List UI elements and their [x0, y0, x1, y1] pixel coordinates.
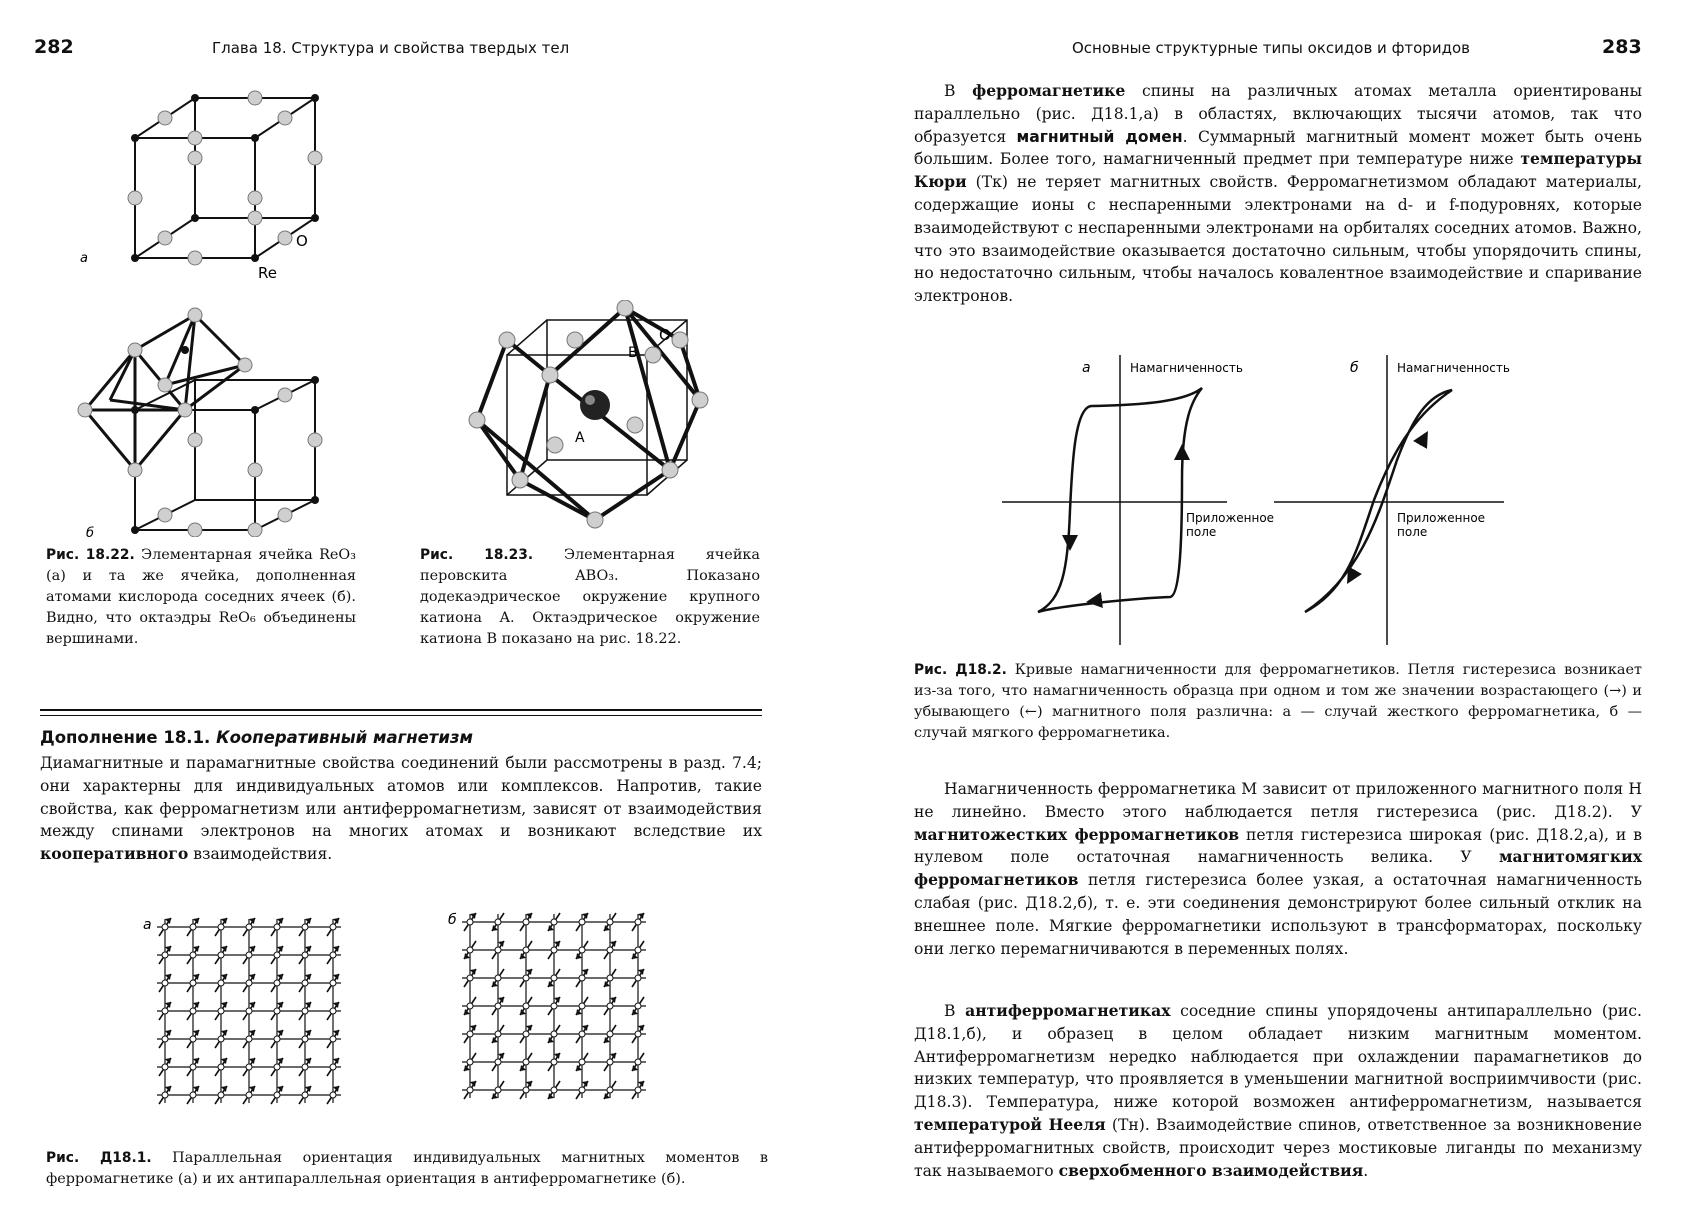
- hysteresis-figure: [1002, 350, 1562, 650]
- text-run: (Tн). Взаимодействие спинов, ответственное за возникновение антиферромагнитных свойств, происходит через мостиковые лиганды по механизму так называемого: [914, 1115, 1642, 1180]
- right-page: [842, 0, 1684, 1224]
- text-run: взаимодействия.: [188, 845, 333, 864]
- text-run: В: [944, 82, 973, 100]
- text-run: (Tк) не теряет магнитных свойств. Ферромагнетизмом обладают материалы, содержащие ионы с неспаренными электронами на d- и f-подуровнях, которые взаимодействуют с неспаренными электронами на орбиталях соседних атомов. Важно, что это взаимодействие оказывается достаточно сильным, чтобы упорядочить спины, но недостаточно сильным, чтобы началось ковалентное взаимодействие и спаривание электронов.: [914, 173, 1642, 306]
- reo3-octahedra-figure: [70, 305, 350, 537]
- paragraph-antiferromagnet: [914, 1000, 1642, 1182]
- text-run: . Суммарный магнитный момент может быть очень большим. Более того, намагниченный предмет при температуре ниже: [914, 127, 1642, 169]
- x-axis-label-1: Приложенное: [1397, 511, 1486, 525]
- label-b: б: [448, 912, 457, 928]
- fig-d18-1-caption: [46, 1148, 768, 1190]
- x-axis-label-2: поле: [1397, 525, 1428, 539]
- y-axis-label: Намагниченность: [1397, 361, 1510, 375]
- box-title-topic: Кооперативный магнетизм: [216, 728, 473, 747]
- cation-a: [580, 390, 610, 420]
- text-run: Диамагнитные и парамагнитные свойства соединений были рассмотрены в разд. 7.4; они характерны для индивидуальных атомов или комплексов. Напротив, такие свойства, как ферромагнетизм или антиферромагнетизм, зависят от взаимодействия между спинами электронов на многих атомах и возникают вследствие их: [40, 754, 762, 841]
- caption-text: Параллельная ориентация индивидуальных магнитных моментов в ферромагнетике (а) и их антипараллельная ориентация в антиферромагнетике (б).: [46, 1150, 768, 1187]
- label-a: а: [143, 917, 152, 933]
- text-run: Намагниченность ферромагнетика M зависит от приложенного магнитного поля H не линейно. Вместо этого наблюдается петля гистерезиса (рис. Д18.2). У: [914, 780, 1642, 821]
- bold-term: температурой Нееля: [914, 1114, 1106, 1134]
- reo3-cell-figure: [70, 80, 340, 280]
- label-a: а: [1082, 360, 1091, 376]
- label-a: A: [575, 430, 585, 446]
- caption-text: Элементарная ячейка перовскита ABO₃. Показано додекаэдрическое окружение крупного катиона A. Октаэдрическое окружение катиона B показано на рис. 18.22.: [420, 547, 760, 647]
- fig-18-23-caption: [420, 545, 760, 650]
- y-axis-label: Намагниченность: [1130, 361, 1243, 375]
- label-b: б: [1350, 360, 1359, 376]
- x-axis-label-1: Приложенное: [1186, 511, 1275, 525]
- running-head: Глава 18. Структура и свойства твердых тел: [212, 39, 570, 57]
- perovskite-figure: [455, 300, 725, 535]
- label-o: O: [659, 326, 671, 344]
- x-axis-label-2: поле: [1186, 525, 1217, 539]
- box-title-prefix: Дополнение 18.1.: [40, 728, 211, 747]
- text-run: петля гистерезиса более узкая, а остаточная намагниченность слабая (рис. Д18.2,б), т. е. эти соединения демонстрируют более сильный отклик на внешнее поле. Мягкие ферромагнетики используют в трансформаторах, поскольку они легко перемагничиваются в переменных полях.: [914, 871, 1642, 958]
- text-run: соседние спины упорядочены антипараллельно (рис. Д18.1,б), и образец в целом обладает низким магнитным моментом. Антиферромагнетизм нередко наблюдается при охлаждении парамагнетиков до низких температур, что проявляется в уменьшении магнитной восприимчивости (рис. Д18.3). Температура, ниже которой возможен антиферромагнетизм, называется: [914, 1002, 1642, 1112]
- text-run: В: [944, 1002, 966, 1020]
- bold-term: магнитный домен: [1016, 127, 1183, 146]
- caption-label: Рис. 18.22.: [46, 547, 135, 563]
- paragraph-hysteresis: [914, 778, 1642, 960]
- bold-term: магнитомягких ферромагнетиков: [914, 847, 1642, 890]
- caption-label: Рис. Д18.2.: [914, 662, 1007, 678]
- box-top-rule: [40, 709, 762, 711]
- box-title: [40, 728, 473, 747]
- caption-text: Элементарная ячейка ReO₃ (а) и та же ячейка, дополненная атомами кислорода соседних ячеек (б). Видно, что октаэдры ReO₆ объединены вершинами.: [46, 547, 356, 647]
- label-a: а: [80, 251, 88, 266]
- label-b: б: [86, 526, 95, 537]
- bold-term: ферромагнетике: [972, 81, 1126, 100]
- text-run: .: [1363, 1161, 1369, 1180]
- fig-d18-2-caption: [914, 660, 1642, 744]
- label-b: B: [628, 345, 638, 361]
- running-head: Основные структурные типы оксидов и фторидов: [1072, 39, 1470, 57]
- text-run: спины на различных атомах металла ориентированы параллельно (рис. Д18.1,а) в областях, включающих тысячи атомов, так что образуется: [914, 82, 1643, 146]
- ferromagnet-lattice: [135, 905, 375, 1145]
- label-re: Re: [258, 264, 277, 280]
- caption-label: Рис. Д18.1.: [46, 1150, 152, 1166]
- paragraph-ferromagnet: [914, 80, 1642, 308]
- page-number: 283: [1602, 36, 1642, 58]
- box-text: [40, 752, 762, 866]
- box-top-rule-thin: [40, 715, 762, 716]
- text-run: петля гистерезиса широкая (рис. Д18.2,а), и в нулевом поле остаточная намагниченность велика. У: [914, 825, 1642, 867]
- antiferromagnet-lattice: [440, 900, 680, 1140]
- bold-term: температуры Кюри: [914, 149, 1642, 192]
- bold-term: магнитожестких ферромагнетиков: [914, 824, 1240, 844]
- bold-term: кооперативного: [40, 844, 189, 864]
- caption-label: Рис. 18.23.: [420, 547, 534, 563]
- label-o: O: [296, 232, 308, 250]
- page-number: 282: [34, 36, 74, 58]
- bold-term: антиферромагнетиках: [965, 1001, 1171, 1020]
- bold-term: сверхобменного взаимодействия: [1058, 1160, 1364, 1180]
- caption-text: Кривые намагниченности для ферромагнетиков. Петля гистерезиса возникает из-за того, что намагниченность образца при одном и том же значении возрастающего (→) и убывающего (←) магнитного поля различна: а — случай жесткого ферромагнетика, б — случай мягкого ферромагнетика.: [914, 662, 1642, 741]
- fig-18-22-caption: [46, 545, 356, 650]
